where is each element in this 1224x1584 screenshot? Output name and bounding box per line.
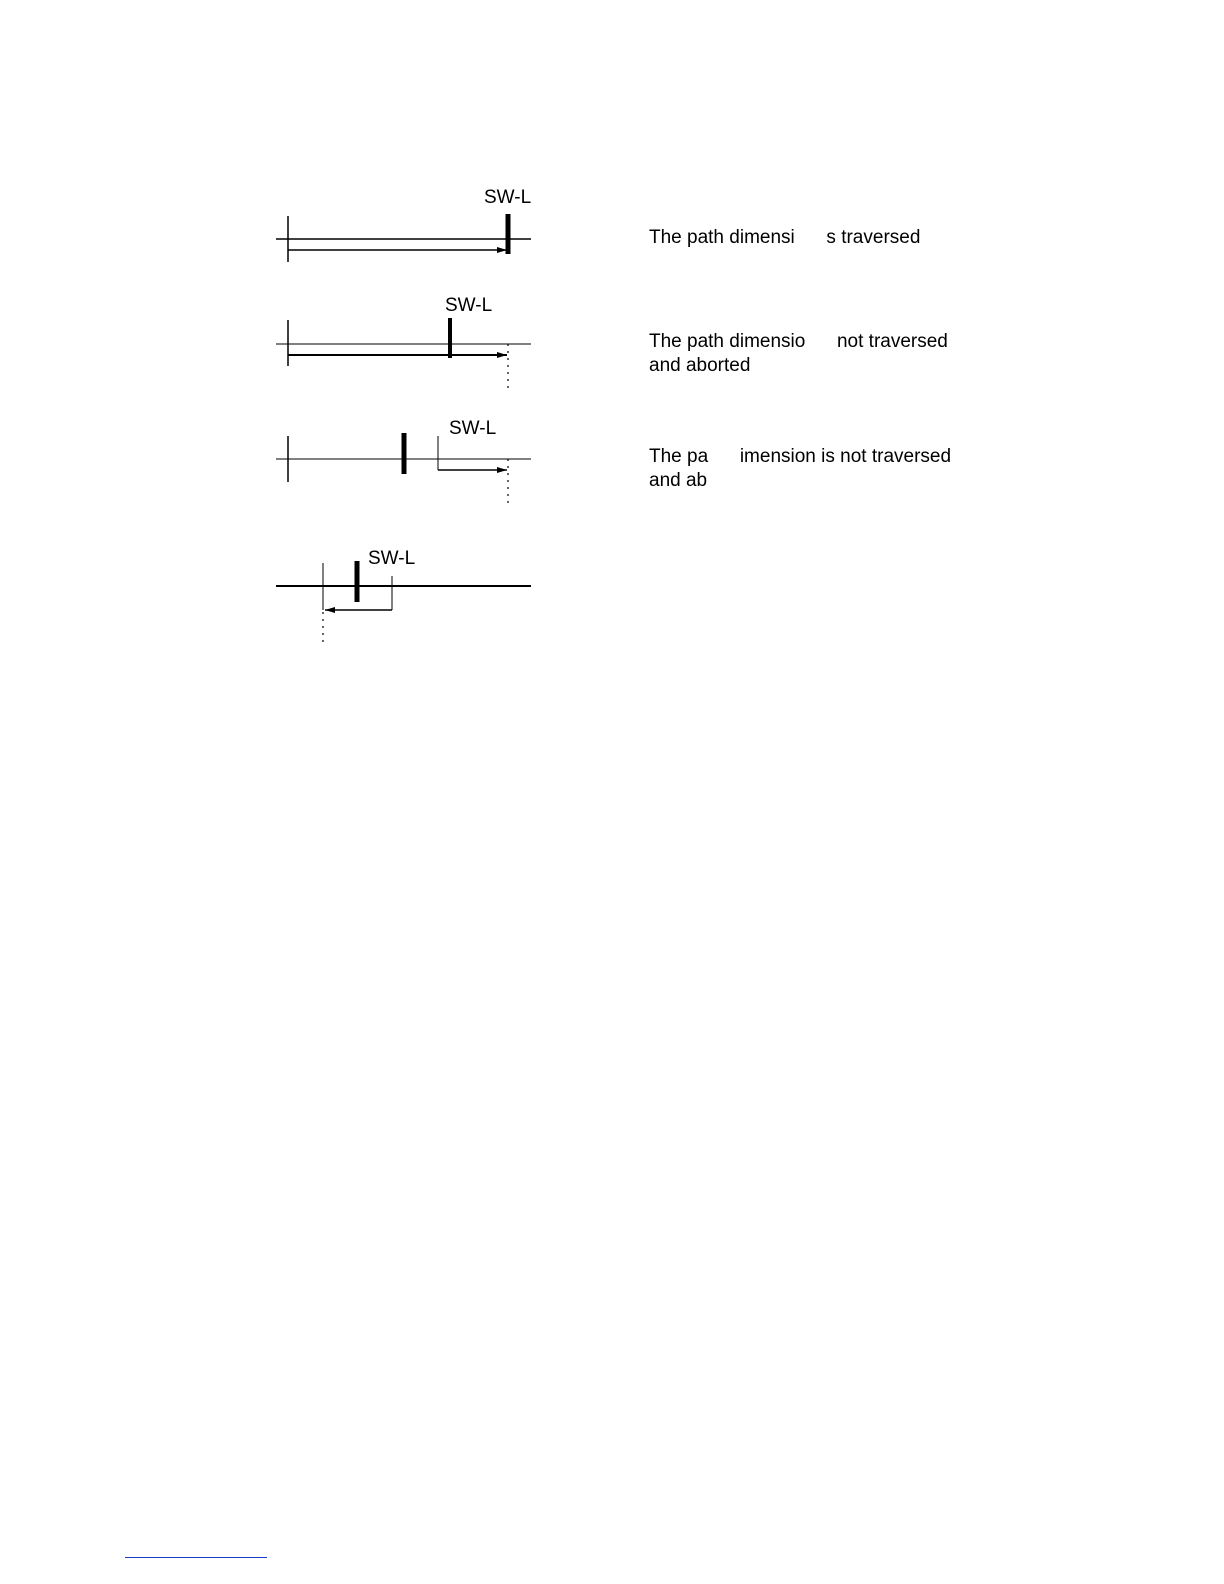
description-line: and ab xyxy=(649,470,708,491)
sw-l-label: SW-L xyxy=(449,418,497,439)
footnote-separator xyxy=(125,1557,267,1558)
description-line: The path dimensio not traversed xyxy=(649,331,948,352)
sw-l-label: SW-L xyxy=(484,187,532,208)
case-2-diagram xyxy=(276,295,531,388)
case-4-diagram xyxy=(276,548,531,644)
case-3-diagram xyxy=(276,418,531,504)
case-2-description xyxy=(649,330,989,378)
case-1-description xyxy=(649,226,989,250)
description-line: and aborted xyxy=(649,355,751,376)
case-3-description xyxy=(649,445,989,493)
sw-l-label: SW-L xyxy=(368,548,416,569)
description-line: The pa imension is not traversed xyxy=(649,446,952,467)
case-1-diagram xyxy=(276,187,531,262)
sw-l-label: SW-L xyxy=(445,295,493,316)
description-line: The path dimensi s traversed xyxy=(649,227,921,248)
